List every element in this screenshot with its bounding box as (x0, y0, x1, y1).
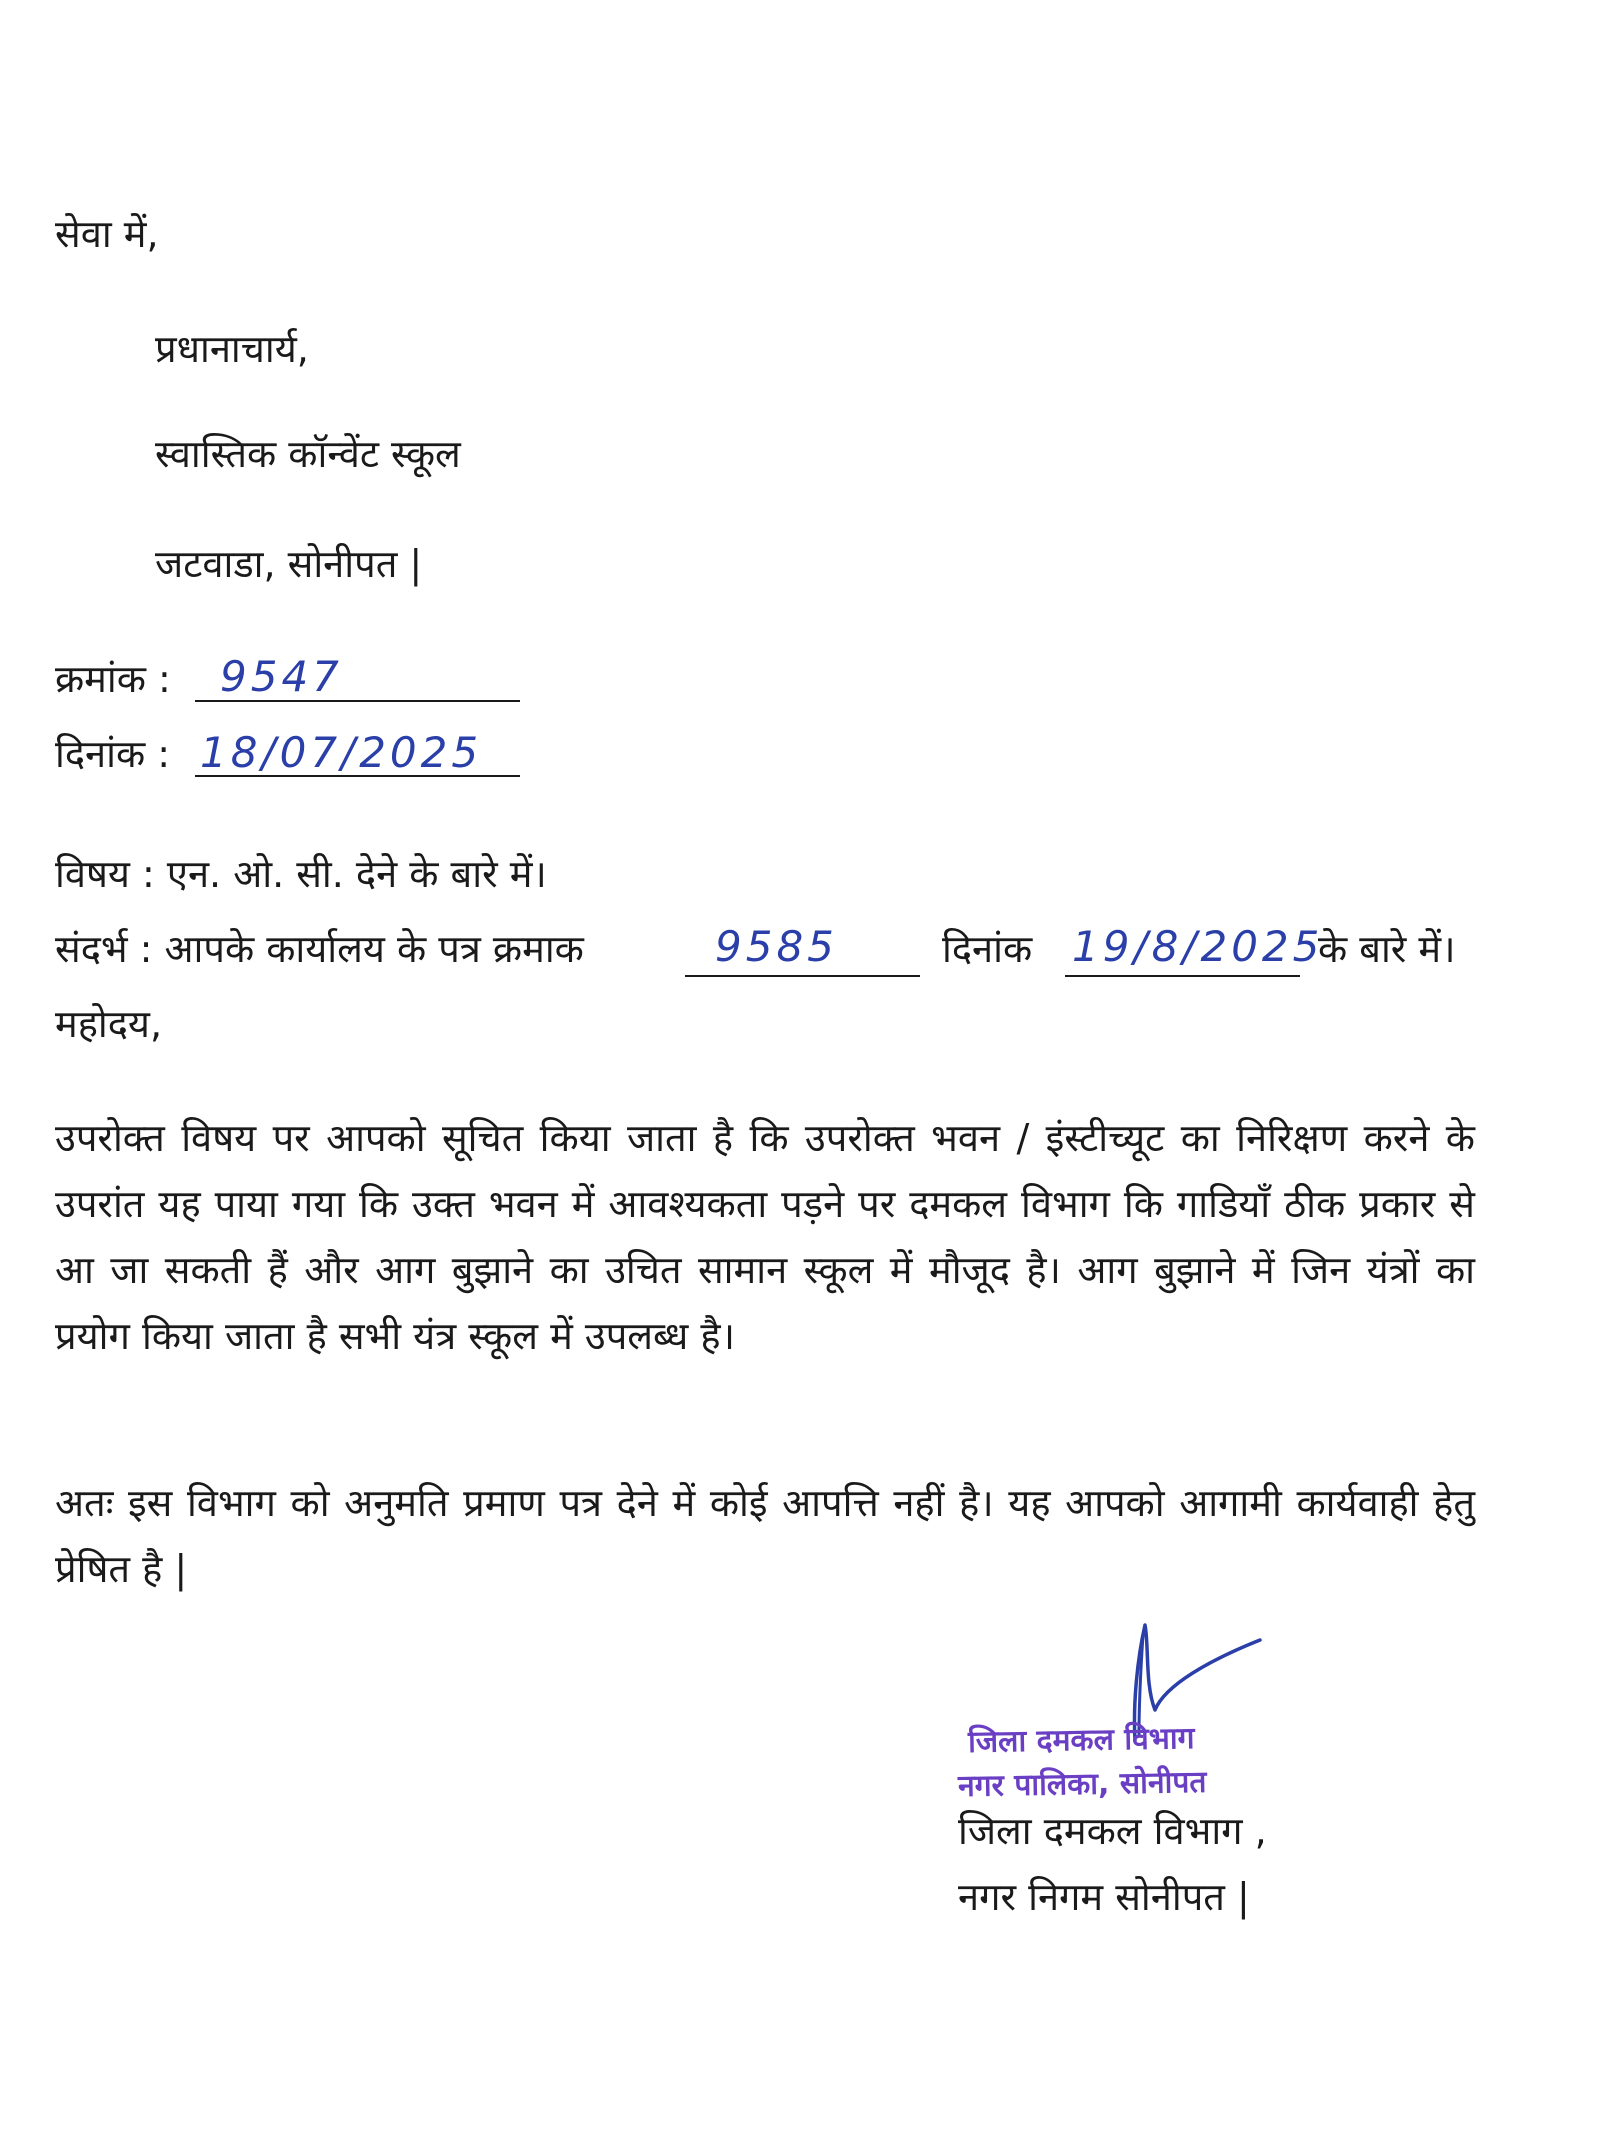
ref-date-label: दिनांक : (55, 732, 171, 776)
body-paragraph-2: अतः इस विभाग को अनुमति प्रमाण पत्र देने में कोई आपत्ति नहीं है। यह आपको आगामी कार्यवाही हेतु प्रेषित है | (55, 1481, 1475, 1591)
ref-date-value: 18/07/2025 (200, 728, 483, 777)
reference-letter-date: 19/8/2025 (1072, 922, 1324, 971)
signatory-line-1: जिला दमकल विभाग , (958, 1809, 1267, 1853)
stamp-line-1: जिला दमकल विभाग (967, 1721, 1195, 1760)
reference-letter-no: 9585 (715, 922, 838, 971)
salutation-to: सेवा में, (55, 212, 159, 256)
stamp-line-2: नगर पालिका, सोनीपत (957, 1764, 1207, 1805)
reference-date-underline (1065, 975, 1300, 977)
ref-number-value: 9547 (220, 652, 343, 701)
reference-suffix: के बारे में। (1318, 927, 1456, 971)
body-paragraph-1: उपरोक्त विषय पर आपको सूचित किया जाता है कि उपरोक्त भवन / इंस्टीच्यूट का निरिक्षण करने के उपरांत यह पाया गया कि उक्त भवन में आवश्यकता पड़ने पर दमकल विभाग कि गाडियाँ ठीक प्रकार से आ जा सकती हैं और आग बुझाने का उचित सामान स्कूल में मौजूद है। आग बुझाने में जिन यंत्रों का प्रयोग किया जाता है सभी यंत्र स्कूल में उपलब्ध है। (55, 1116, 1475, 1358)
reference-prefix: संदर्भ : आपके कार्यालय के पत्र क्रमाक (55, 927, 584, 971)
reference-date-label: दिनांक (942, 927, 1033, 971)
signatory-line-2: नगर निगम सोनीपत | (958, 1875, 1250, 1919)
greeting: महोदय, (55, 1002, 163, 1046)
ref-number-label: क्रमांक : (55, 657, 171, 701)
addressee-school: स्वास्तिक कॉन्वेंट स्कूल (155, 432, 461, 476)
reference-letter-no-underline (685, 975, 920, 977)
addressee-place: जटवाडा, सोनीपत | (155, 542, 423, 586)
addressee-designation: प्रधानाचार्य, (155, 327, 309, 371)
subject-line: विषय : एन. ओ. सी. देने के बारे में। (55, 852, 547, 896)
